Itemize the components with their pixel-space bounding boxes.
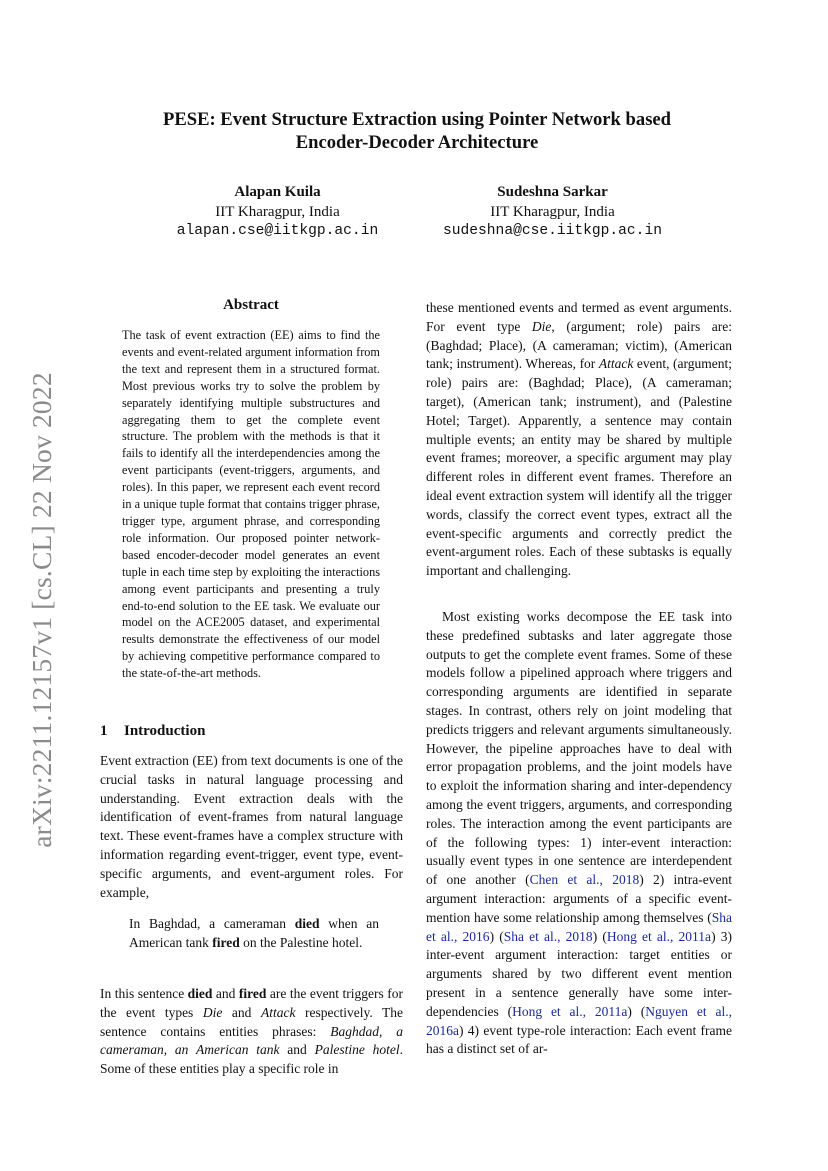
italic-run: Attack [260, 1004, 296, 1020]
citation-link[interactable]: Sha et al., 2016 [426, 909, 732, 944]
author-name: Sudeshna Sarkar [497, 184, 608, 200]
text-run: . Some of these entities play a specific role in [100, 1042, 403, 1077]
example-trigger: died [294, 916, 320, 931]
author-affiliation: IIT Kharagpur, India [215, 203, 340, 220]
text-run: , (argument; role) pairs are: (Baghdad; Place), (A cameraman; victim), (American tank; instrument). Whereas, for [426, 318, 732, 372]
italic-run: Attack [598, 356, 634, 372]
right-paragraph-2 [426, 608, 732, 1059]
text-run: respectively. The sentence contains entities phrases: [100, 1004, 403, 1039]
text-run: event, (argument; role) pairs are: (Baghdad; Place), (A cameraman; target), (American tank; instrument), and (Palestine Hotel; Target). Apparently, a sentence may contain multiple events; an entity may be shared by multiple event frames; moreover, a specific argument may play different roles in different event frames. Therefore an ideal event extraction system will identify all the trigger words, classify the correct event types, extract all the event-specific arguments and correctly predict the event-argument roles. Each of these subtasks is equally important and challenging. [426, 356, 732, 579]
text-run: In this sentence [100, 986, 188, 1001]
intro-paragraph-2 [100, 985, 403, 1079]
example-trigger: fired [212, 934, 240, 950]
italic-run: Palestine hotel [314, 1042, 400, 1058]
citation-link[interactable]: Chen et al., 2018 [529, 872, 640, 888]
author-email[interactable]: alapan.cse@iitkgp.ac.in [176, 223, 379, 239]
text-run: and [279, 1042, 315, 1058]
section-title: Introduction [124, 723, 206, 739]
author-email[interactable]: sudeshna@cse.iitkgp.ac.in [443, 223, 662, 239]
text-run: Most existing works decompose the EE task into these predefined subtasks and later aggregate those outputs to get the complete event frames. Some of these models follow a pipelined approach where triggers and corresponding arguments are identified in separate stages. In contrast, others rely on joint modeling that predicts triggers and relevant arguments simultaneously. However, the pipeline approaches have to deal with error propagation problems, and the joint models have to exploit the information sharing and inter-dependency among the event triggers, arguments, and corresponding roles. The interaction among the event participants are of the following types: 1) inter-event interaction: usually event types in one sentence are interdependent of one another ( [426, 609, 732, 888]
text-run: ) 2) intra-event argument interaction: arguments of a specific event-mention have some relationship among themselves ( [426, 872, 732, 925]
italic-run: Die [202, 1004, 223, 1020]
text-run: ) ( [627, 1003, 646, 1019]
abstract-heading: Abstract [223, 297, 279, 313]
example-text: on the Palestine hotel. [239, 934, 363, 950]
text-run: and [212, 986, 239, 1001]
title-line-1: PESE: Event Structure Extraction using Pointer Network based [162, 109, 672, 130]
paper-title [100, 108, 734, 154]
citation-link[interactable]: Hong et al., 2011a [512, 1003, 628, 1019]
abstract-body: The task of event extraction (EE) aims to find the events and event-related argument information from the text and represent them in a structured format. Most previous works try to solve the problem by separately identifying multiple substructures and aggregating them to get the complete event structure. The problem with the methods is that it fails to identify all the interdependencies among the event participants (event-triggers, arguments, and roles). In this paper, we represent each event record in a unique tuple format that contains trigger phrase, trigger type, argument phrase, and corresponding role information. Our proposed pointer network-based encoder-decoder model generates an event tuple in each time step by exploiting the interactions among event participants and presenting a truly end-to-end solution to the EE task. We evaluate our model on the ACE2005 dataset, and experimental results demonstrate the effectiveness of our model by achieving competitive performance compared to the state-of-the-art methods. [122, 328, 380, 681]
text-run: are the event triggers for the event types [100, 986, 403, 1020]
citation-link[interactable]: Sha et al., 2018 [503, 928, 593, 944]
right-paragraph-1 [426, 299, 732, 581]
text-run: ) ( [489, 928, 504, 944]
text-run: ) ( [592, 928, 607, 944]
arxiv-identifier [22, 360, 62, 860]
author-affiliation: IIT Kharagpur, India [490, 203, 615, 220]
citation-link[interactable]: Hong et al., 2011a [606, 928, 712, 944]
author-block-1 [150, 183, 405, 242]
section-heading [100, 723, 205, 740]
text-run: ) 4) event type-role interaction: Each event frame has a distinct set of ar- [426, 1022, 732, 1057]
section-number: 1 [100, 723, 108, 739]
italic-run: Baghdad, a cameraman, an American tank [100, 1023, 403, 1058]
example-sentence [129, 915, 379, 953]
italic-run: Die [531, 318, 552, 334]
title-line-2: Encoder-Decoder Architecture [295, 132, 539, 153]
example-text: In Baghdad, a cameraman [129, 916, 295, 931]
example-text: when an American tank [129, 916, 380, 950]
citation-link[interactable]: Nguyen et al., 2016a [426, 1003, 732, 1038]
text-run: these mentioned events and termed as event arguments. For event type [426, 300, 732, 334]
bold-run: fired [238, 986, 267, 1001]
author-name: Alapan Kuila [234, 184, 321, 200]
arxiv-identifier-text: arXiv:2211.12157v1 [cs.CL] 22 Nov 2022 [26, 372, 57, 848]
text-run: ) 3) inter-event argument interaction: target entities or arguments shared by two different event mention present in a sentence generally have some inter-dependencies ( [426, 928, 732, 1019]
text-run: and [222, 1004, 261, 1020]
author-block-2 [420, 183, 685, 242]
intro-paragraph-1: Event extraction (EE) from text documents is one of the crucial tasks in natural language processing and understanding. Event extraction deals with the identification of event-frames from natural language text. These event-frames have a complex structure with information regarding event-trigger, event type, event-specific arguments, and event-argument roles. For example, [100, 753, 403, 900]
bold-run: died [187, 986, 213, 1001]
